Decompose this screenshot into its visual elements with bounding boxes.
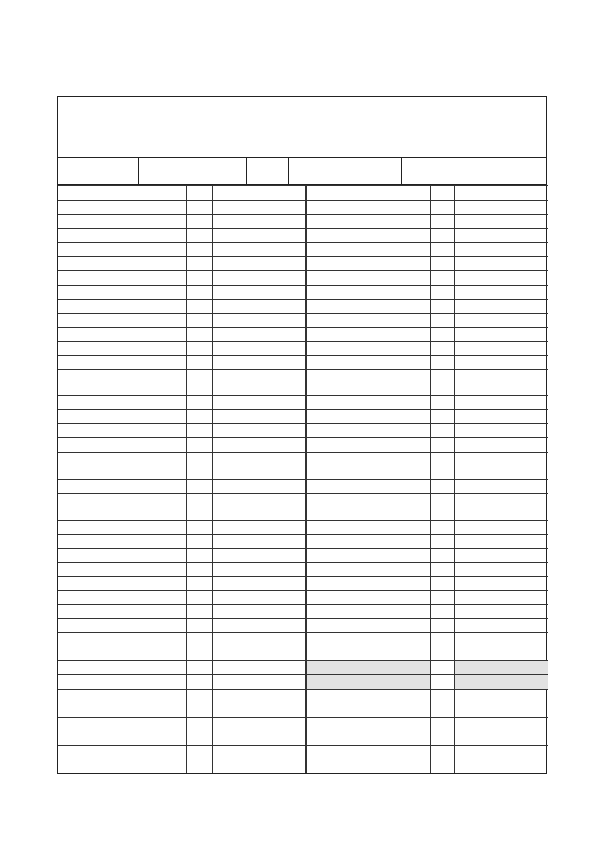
right-account-cell xyxy=(306,689,430,717)
right-account-cell xyxy=(306,257,430,271)
left-amount-cell[interactable] xyxy=(212,452,306,479)
left-account-cell xyxy=(58,243,186,257)
header-amount-right xyxy=(454,186,548,201)
right-account-cell xyxy=(306,605,430,619)
right-amount-cell[interactable] xyxy=(454,424,548,438)
table-row xyxy=(58,370,548,396)
table-row xyxy=(58,562,548,576)
left-amount-cell[interactable] xyxy=(212,717,306,745)
right-amount-cell[interactable] xyxy=(454,619,548,633)
right-amount-cell[interactable] xyxy=(454,257,548,271)
right-account-cell xyxy=(306,576,430,590)
left-amount-cell[interactable] xyxy=(212,424,306,438)
left-code-cell xyxy=(186,745,212,773)
left-code-cell xyxy=(186,717,212,745)
left-amount-cell[interactable] xyxy=(212,356,306,370)
right-account-cell xyxy=(306,661,430,675)
right-account-cell xyxy=(306,452,430,479)
table-row xyxy=(58,479,548,493)
left-amount-cell[interactable] xyxy=(212,215,306,229)
table-row xyxy=(58,299,548,313)
left-code-cell xyxy=(186,548,212,562)
table-row xyxy=(58,493,548,520)
left-amount-cell[interactable] xyxy=(212,285,306,299)
left-account-cell xyxy=(58,313,186,327)
left-amount-cell[interactable] xyxy=(212,313,306,327)
left-amount-cell[interactable] xyxy=(212,201,306,215)
left-account-cell xyxy=(58,745,186,773)
table-row xyxy=(58,327,548,341)
left-account-cell xyxy=(58,605,186,619)
right-amount-cell[interactable] xyxy=(454,717,548,745)
right-account-cell xyxy=(306,633,430,661)
header-code-right xyxy=(430,186,454,201)
left-code-cell xyxy=(186,534,212,548)
right-code-cell xyxy=(430,341,454,355)
right-amount-cell[interactable] xyxy=(454,201,548,215)
right-code-cell xyxy=(430,215,454,229)
right-account-cell xyxy=(306,520,430,534)
left-account-cell xyxy=(58,479,186,493)
left-amount-cell[interactable] xyxy=(212,229,306,243)
right-code-cell xyxy=(430,534,454,548)
balance-sheet-form xyxy=(57,96,547,774)
table-row xyxy=(58,689,548,717)
left-amount-cell[interactable] xyxy=(212,576,306,590)
right-account-cell xyxy=(306,215,430,229)
left-code-cell xyxy=(186,633,212,661)
left-amount-cell[interactable] xyxy=(212,562,306,576)
left-account-cell xyxy=(58,356,186,370)
right-code-cell xyxy=(430,229,454,243)
table-row xyxy=(58,605,548,619)
right-code-cell xyxy=(430,661,454,675)
right-code-cell xyxy=(430,438,454,452)
table-row xyxy=(58,717,548,745)
left-account-cell xyxy=(58,299,186,313)
left-amount-cell[interactable] xyxy=(212,341,306,355)
title-row xyxy=(58,97,546,158)
right-account-cell xyxy=(306,313,430,327)
left-code-cell xyxy=(186,327,212,341)
right-amount-cell[interactable] xyxy=(454,299,548,313)
left-account-cell xyxy=(58,562,186,576)
right-amount-cell[interactable] xyxy=(454,520,548,534)
table-row xyxy=(58,201,548,215)
left-code-cell xyxy=(186,424,212,438)
table-row xyxy=(58,633,548,661)
right-amount-cell[interactable] xyxy=(454,745,548,773)
left-amount-cell[interactable] xyxy=(212,299,306,313)
right-amount-cell[interactable] xyxy=(454,675,548,689)
right-code-cell xyxy=(430,243,454,257)
left-code-cell xyxy=(186,605,212,619)
left-code-cell xyxy=(186,356,212,370)
right-code-cell xyxy=(430,576,454,590)
left-code-cell xyxy=(186,299,212,313)
table-header-row xyxy=(58,186,548,201)
left-code-cell xyxy=(186,689,212,717)
right-amount-cell[interactable] xyxy=(454,479,548,493)
left-account-cell xyxy=(58,633,186,661)
left-code-cell xyxy=(186,562,212,576)
corp-name-field[interactable] xyxy=(288,158,402,184)
left-code-cell xyxy=(186,675,212,689)
left-account-cell xyxy=(58,424,186,438)
left-code-cell xyxy=(186,438,212,452)
header-account-right xyxy=(306,186,430,201)
left-code-cell xyxy=(186,215,212,229)
right-code-cell xyxy=(430,520,454,534)
right-code-cell xyxy=(430,745,454,773)
left-amount-cell[interactable] xyxy=(212,591,306,605)
left-amount-cell[interactable] xyxy=(212,396,306,410)
left-account-cell xyxy=(58,341,186,355)
left-code-cell xyxy=(186,479,212,493)
right-amount-cell[interactable] xyxy=(454,229,548,243)
left-account-cell xyxy=(58,548,186,562)
left-amount-cell[interactable] xyxy=(212,370,306,396)
table-row xyxy=(58,313,548,327)
left-account-cell xyxy=(58,689,186,717)
right-account-cell xyxy=(306,562,430,576)
right-amount-cell[interactable] xyxy=(454,562,548,576)
left-amount-cell[interactable] xyxy=(212,410,306,424)
right-account-cell xyxy=(306,717,430,745)
table-row xyxy=(58,243,548,257)
header-code-left xyxy=(186,186,212,201)
right-amount-cell[interactable] xyxy=(454,534,548,548)
table-row xyxy=(58,619,548,633)
right-amount-cell[interactable] xyxy=(454,271,548,285)
header-amount-left xyxy=(212,186,306,201)
right-amount-cell[interactable] xyxy=(454,396,548,410)
left-account-cell xyxy=(58,576,186,590)
table-row xyxy=(58,285,548,299)
right-amount-cell[interactable] xyxy=(454,410,548,424)
right-account-cell xyxy=(306,396,430,410)
left-amount-cell[interactable] xyxy=(212,548,306,562)
table-row xyxy=(58,452,548,479)
table-row xyxy=(58,548,548,562)
left-account-cell xyxy=(58,619,186,633)
right-amount-cell[interactable] xyxy=(454,215,548,229)
left-amount-cell[interactable] xyxy=(212,327,306,341)
right-amount-cell[interactable] xyxy=(454,493,548,520)
right-account-cell xyxy=(306,356,430,370)
left-code-cell xyxy=(186,341,212,355)
table-row xyxy=(58,745,548,773)
left-amount-cell[interactable] xyxy=(212,661,306,675)
right-code-cell xyxy=(430,633,454,661)
left-amount-cell[interactable] xyxy=(212,257,306,271)
table-row xyxy=(58,438,548,452)
right-account-cell xyxy=(306,229,430,243)
left-code-cell xyxy=(186,285,212,299)
left-amount-cell[interactable] xyxy=(212,271,306,285)
left-account-cell xyxy=(58,452,186,479)
table-row xyxy=(58,410,548,424)
right-amount-cell[interactable] xyxy=(454,313,548,327)
table-row xyxy=(58,534,548,548)
left-account-cell xyxy=(58,285,186,299)
right-code-cell xyxy=(430,299,454,313)
left-amount-cell[interactable] xyxy=(212,675,306,689)
right-account-cell xyxy=(306,591,430,605)
left-code-cell xyxy=(186,271,212,285)
right-code-cell xyxy=(430,313,454,327)
left-account-cell xyxy=(58,215,186,229)
right-code-cell xyxy=(430,424,454,438)
right-amount-cell[interactable] xyxy=(454,452,548,479)
left-code-cell xyxy=(186,396,212,410)
left-amount-cell[interactable] xyxy=(212,493,306,520)
date-field[interactable] xyxy=(401,158,548,184)
info-row xyxy=(58,158,546,185)
table-row xyxy=(58,675,548,689)
right-account-cell xyxy=(306,493,430,520)
left-amount-cell[interactable] xyxy=(212,633,306,661)
right-account-cell xyxy=(306,341,430,355)
left-code-cell xyxy=(186,452,212,479)
table-row xyxy=(58,661,548,675)
left-amount-cell[interactable] xyxy=(212,605,306,619)
right-account-cell xyxy=(306,299,430,313)
left-account-cell xyxy=(58,534,186,548)
right-code-cell xyxy=(430,396,454,410)
left-account-cell xyxy=(58,493,186,520)
right-code-cell xyxy=(430,410,454,424)
left-amount-cell[interactable] xyxy=(212,438,306,452)
left-account-cell xyxy=(58,257,186,271)
right-account-cell xyxy=(306,327,430,341)
table-row xyxy=(58,271,548,285)
left-amount-cell[interactable] xyxy=(212,534,306,548)
right-code-cell xyxy=(430,356,454,370)
right-account-cell xyxy=(306,619,430,633)
right-amount-cell[interactable] xyxy=(454,605,548,619)
left-amount-cell[interactable] xyxy=(212,619,306,633)
right-amount-cell[interactable] xyxy=(454,243,548,257)
right-amount-cell[interactable] xyxy=(454,591,548,605)
balance-table xyxy=(58,185,548,773)
left-code-cell xyxy=(186,313,212,327)
right-account-cell xyxy=(306,285,430,299)
right-account-cell xyxy=(306,534,430,548)
left-amount-cell[interactable] xyxy=(212,479,306,493)
left-account-cell xyxy=(58,717,186,745)
left-code-cell xyxy=(186,591,212,605)
right-account-cell xyxy=(306,243,430,257)
left-code-cell xyxy=(186,520,212,534)
table-row xyxy=(58,356,548,370)
right-account-cell xyxy=(306,370,430,396)
left-code-cell xyxy=(186,243,212,257)
left-amount-cell[interactable] xyxy=(212,243,306,257)
left-account-cell xyxy=(58,520,186,534)
right-amount-cell[interactable] xyxy=(454,341,548,355)
right-code-cell xyxy=(430,327,454,341)
right-code-cell xyxy=(430,271,454,285)
right-amount-cell[interactable] xyxy=(454,327,548,341)
table-row xyxy=(58,341,548,355)
left-code-cell xyxy=(186,619,212,633)
left-amount-cell[interactable] xyxy=(212,745,306,773)
right-code-cell xyxy=(430,201,454,215)
left-code-cell xyxy=(186,661,212,675)
right-code-cell xyxy=(430,675,454,689)
left-code-cell xyxy=(186,576,212,590)
right-code-cell xyxy=(430,619,454,633)
right-amount-cell[interactable] xyxy=(454,356,548,370)
table-row xyxy=(58,229,548,243)
right-amount-cell[interactable] xyxy=(454,576,548,590)
table-row xyxy=(58,520,548,534)
right-code-cell xyxy=(430,257,454,271)
right-code-cell xyxy=(430,717,454,745)
right-code-cell xyxy=(430,370,454,396)
right-code-cell xyxy=(430,689,454,717)
table-row xyxy=(58,396,548,410)
right-amount-cell[interactable] xyxy=(454,438,548,452)
table-row xyxy=(58,215,548,229)
right-code-cell xyxy=(430,562,454,576)
left-account-cell xyxy=(58,438,186,452)
right-amount-cell[interactable] xyxy=(454,633,548,661)
table-row xyxy=(58,576,548,590)
right-account-cell xyxy=(306,271,430,285)
corp-name-label xyxy=(246,158,253,184)
left-account-cell xyxy=(58,327,186,341)
right-account-cell xyxy=(306,745,430,773)
left-account-cell xyxy=(58,370,186,396)
header-account-left xyxy=(58,186,186,201)
left-account-cell xyxy=(58,271,186,285)
left-code-cell xyxy=(186,370,212,396)
right-account-cell xyxy=(306,675,430,689)
right-code-cell xyxy=(430,479,454,493)
left-amount-cell[interactable] xyxy=(212,689,306,717)
left-account-cell xyxy=(58,675,186,689)
right-amount-cell[interactable] xyxy=(454,689,548,717)
table-row xyxy=(58,591,548,605)
right-account-cell xyxy=(306,201,430,215)
left-account-cell xyxy=(58,396,186,410)
right-account-cell xyxy=(306,424,430,438)
right-code-cell xyxy=(430,285,454,299)
right-amount-cell[interactable] xyxy=(454,661,548,675)
right-code-cell xyxy=(430,548,454,562)
right-amount-cell[interactable] xyxy=(454,285,548,299)
left-code-cell xyxy=(186,493,212,520)
right-account-cell xyxy=(306,438,430,452)
table-row xyxy=(58,257,548,271)
right-amount-cell[interactable] xyxy=(454,548,548,562)
left-account-cell xyxy=(58,410,186,424)
bizno-field[interactable] xyxy=(138,158,247,184)
right-account-cell xyxy=(306,410,430,424)
right-code-cell xyxy=(430,605,454,619)
left-code-cell xyxy=(186,410,212,424)
left-amount-cell[interactable] xyxy=(212,520,306,534)
right-code-cell xyxy=(430,452,454,479)
right-code-cell xyxy=(430,591,454,605)
left-code-cell xyxy=(186,229,212,243)
left-code-cell xyxy=(186,257,212,271)
left-account-cell xyxy=(58,229,186,243)
right-code-cell xyxy=(430,493,454,520)
left-account-cell xyxy=(58,591,186,605)
left-code-cell xyxy=(186,201,212,215)
left-account-cell xyxy=(58,661,186,675)
right-account-cell xyxy=(306,548,430,562)
left-account-cell xyxy=(58,201,186,215)
table-row xyxy=(58,424,548,438)
right-account-cell xyxy=(306,479,430,493)
right-amount-cell[interactable] xyxy=(454,370,548,396)
